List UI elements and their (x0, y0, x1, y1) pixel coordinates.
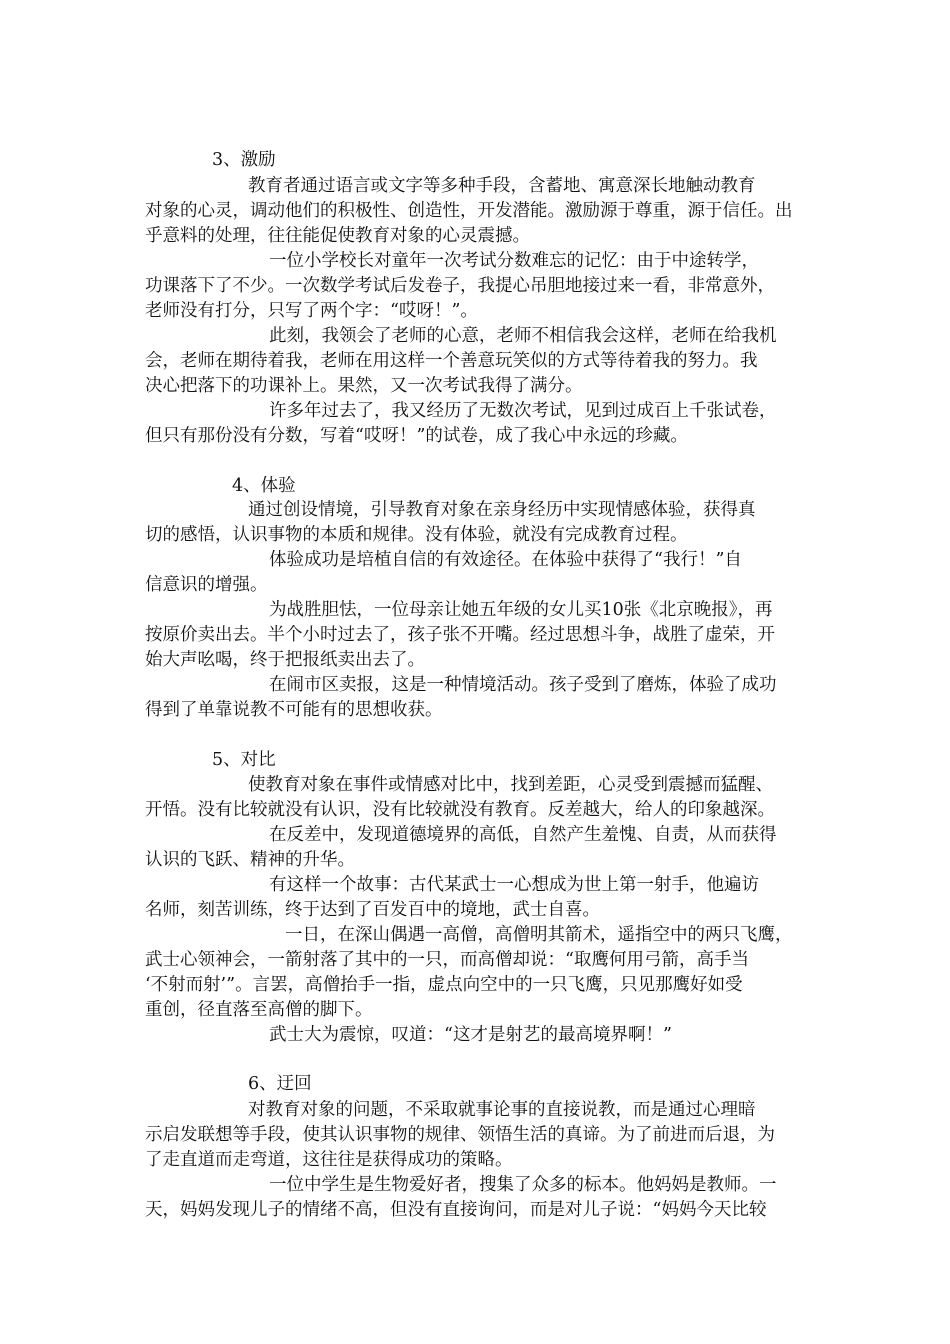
paragraph-line: 按原价卖出去。半个小时过去了，孩子张不开嘴。经过思想斗争，战胜了虚荣，开 (145, 625, 775, 645)
paragraph-line: 切的感悟，认识事物的本质和规律。没有体验，就没有完成教育过程。 (145, 525, 688, 545)
paragraph-line: 此刻，我领会了老师的心意，老师不相信我会这样，老师在给我机 (269, 326, 777, 346)
paragraph-line: 决心把落下的功课补上。果然，又一次考试我得了满分。 (145, 376, 583, 396)
paragraph-line: 在闹市区卖报，这是一种情境活动。孩子受到了磨炼，体验了成功 (269, 675, 777, 695)
paragraph-line: 会，老师在期待着我，老师在用这样一个善意玩笑似的方式等待着我的努力。我 (145, 351, 758, 371)
paragraph-line: 一日，在深山偶遇一高僧，高僧明其箭术，遥指空中的两只飞鹰， (285, 925, 793, 945)
paragraph-line: 有这样一个故事：古代某武士一心想成为世上第一射手，他遍访 (269, 875, 759, 895)
section-body-4 (145, 498, 805, 723)
paragraph-line: 武士大为震惊，叹道：“这才是射艺的最高境界啊！” (269, 1025, 672, 1045)
paragraph-line: 体验成功是培植自信的有效途径。在体验中获得了“我行！”自 (269, 550, 742, 570)
section-heading-5: 5、对比 (212, 750, 276, 770)
section-heading-4: 4、体验 (232, 476, 296, 496)
paragraph-line: 武士心领神会，一箭射落了其中的一只，而高僧却说：“取鹰何用弓箭，高手当 (145, 950, 749, 970)
section-body-6 (145, 1098, 805, 1223)
paragraph-line: 重创，径直落至高僧的脚下。 (145, 1000, 373, 1020)
paragraph-line: 为战胜胆怯，一位母亲让她五年级的女儿买10张《北京晚报》，再 (269, 600, 773, 620)
paragraph-line: 通过创设情境，引导教育对象在亲身经历中实现情感体验，获得真 (248, 500, 756, 520)
paragraph-line: 使教育对象在事件或情感对比中，找到差距，心灵受到震撼而猛醒、 (248, 775, 773, 795)
paragraph-line: 对象的心灵，调动他们的积极性、创造性，开发潜能。激励源于尊重，源于信任。出 (145, 201, 793, 221)
section-heading-6: 6、迂回 (248, 1074, 312, 1094)
paragraph-line: 一位中学生是生物爱好者，搜集了众多的标本。他妈妈是教师。一 (269, 1175, 777, 1195)
paragraph-line: 但只有那份没有分数，写着“哎呀！”的试卷，成了我心中永远的珍藏。 (145, 426, 688, 446)
paragraph-line: 许多年过去了，我又经历了无数次考试，见到过成百上千张试卷， (269, 401, 777, 421)
paragraph-line: 一位小学校长对童年一次考试分数难忘的记忆：由于中途转学， (269, 251, 759, 271)
paragraph-line: 名师，刻苦训练，终于达到了百发百中的境地，武士自喜。 (145, 900, 600, 920)
paragraph-line: 信意识的增强。 (145, 575, 268, 595)
paragraph-line: ‘不射而射’”。言罢，高僧抬手一指，虚点向空中的一只飞鹰，只见那鹰好如受 (145, 975, 743, 995)
paragraph-line: 始大声吆喝，终于把报纸卖出去了。 (145, 650, 425, 670)
section-body-5 (145, 773, 805, 1048)
paragraph-line: 对教育对象的问题，不采取就事论事的直接说教，而是通过心理暗 (248, 1100, 756, 1120)
paragraph-line: 教育者通过语言或文字等多种手段，含蓄地、寓意深长地触动教育 (248, 176, 756, 196)
paragraph-line: 功课落下了不少。一次数学考试后发卷子，我提心吊胆地接过来一看，非常意外， (145, 276, 775, 296)
paragraph-line: 得到了单靠说教不可能有的思想收获。 (145, 700, 443, 720)
paragraph-line: 示启发联想等手段，使其认识事物的规律、领悟生活的真谛。为了前进而后退，为 (145, 1125, 775, 1145)
paragraph-line: 老师没有打分，只写了两个字：“哎呀！”。 (145, 301, 478, 321)
paragraph-line: 在反差中，发现道德境界的高低，自然产生羞愧、自责，从而获得 (269, 825, 777, 845)
section-heading-3: 3、激励 (212, 150, 276, 170)
paragraph-line: 了走直道而走弯道，这往往是获得成功的策略。 (145, 1150, 513, 1170)
paragraph-line: 乎意料的处理，往往能促使教育对象的心灵震撼。 (145, 226, 530, 246)
paragraph-line: 天，妈妈发现儿子的情绪不高，但没有直接询问，而是对儿子说：“妈妈今天比较 (145, 1200, 767, 1220)
paragraph-line: 开悟。没有比较就没有认识，没有比较就没有教育。反差越大，给人的印象越深。 (145, 800, 775, 820)
section-body-3 (145, 174, 805, 449)
paragraph-line: 认识的飞跃、精神的升华。 (145, 850, 355, 870)
